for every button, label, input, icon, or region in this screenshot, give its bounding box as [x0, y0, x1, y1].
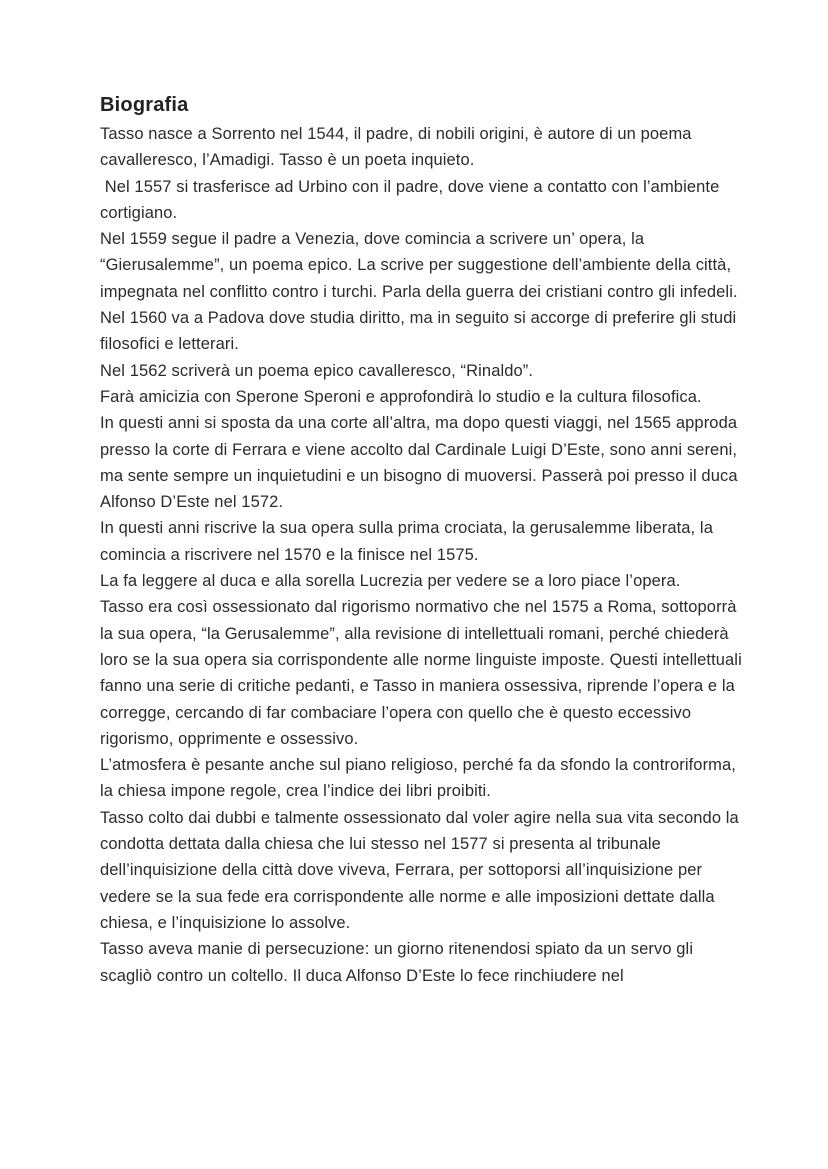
paragraph-2: Nel 1557 si trasferisce ad Urbino con il padre, dove viene a contatto con l’ambiente cortigiano. [100, 177, 725, 222]
paragraph-4: Nel 1560 va a Padova dove studia diritto, ma in seguito si accorge di preferire gli studi filosofici e letterari. [100, 309, 741, 354]
paragraph-11: L’atmosfera è pesante anche sul piano religioso, perché fa da sfondo la controriforma, la chiesa impone regole, crea l’indice dei libri proibiti. [100, 756, 741, 801]
paragraph-3: Nel 1559 segue il padre a Venezia, dove comincia a scrivere un’ opera, la “Gierusalemme”, un poema epico. La scrive per suggestione dell’ambiente della città, impegnata nel conflitto contro i turchi. Parla della guerra dei cristiani contro gli infedeli. [100, 230, 738, 301]
paragraph-1: Tasso nasce a Sorrento nel 1544, il padre, di nobili origini, è autore di un poema cavalleresco, l’Amadigi. Tasso è un poeta inquieto. [100, 125, 697, 170]
paragraph-13: Tasso aveva manie di persecuzione: un giorno ritenendosi spiato da un servo gli scagliò contro un coltello. Il duca Alfonso D’Este lo fece rinchiudere nel [100, 940, 698, 985]
paragraph-6: Farà amicizia con Sperone Speroni e approfondirà lo studio e la cultura filosofica. [100, 387, 702, 406]
paragraph-9: La fa leggere al duca e alla sorella Lucrezia per vedere se a loro piace l’opera. [100, 572, 681, 591]
paragraph-7: In questi anni si sposta da una corte all’altra, ma dopo questi viaggi, nel 1565 approda presso la corte di Ferrara e viene accolto dal Cardinale Luigi D’Este, sono anni sereni, ma sente sempre un inquietudini e un bisogno di muoversi. Passerà poi presso il duca Alfonso D’Este nel 1572. [100, 414, 742, 512]
paragraph-10: Tasso era così ossessionato dal rigorismo normativo che nel 1575 a Roma, sottoporrà la sua opera, “la Gerusalemme”, alla revisione di intellettuali romani, perché chiederà loro se la sua opera sia corrispondente alle norme linguiste imposte. Questi intellettuali fanno una serie di critiche pedanti, e Tasso in maniera ossessiva, riprende l’opera e la corregge, cercando di far combaciare l’opera con quello che è questo eccessivo rigorismo, opprimente e ossessivo. [100, 598, 747, 748]
document-content [100, 92, 745, 989]
paragraph-12: Tasso colto dai dubbi e talmente ossessionato dal voler agire nella sua vita secondo la condotta dettata dalla chiesa che lui stesso nel 1577 si presenta al tribunale dell’inquisizione della città dove viveva, Ferrara, per sottoporsi all’inquisizione per vedere se la sua fede era corrispondente alle norme e alle imposizioni dettate dalla chiesa, e l’inquisizione lo assolve. [100, 808, 744, 932]
paragraph-8: In questi anni riscrive la sua opera sulla prima crociata, la gerusalemme liberata, la comincia a riscrivere nel 1570 e la finisce nel 1575. [100, 519, 718, 564]
page-title: Biografia [100, 94, 189, 116]
paragraph-5: Nel 1562 scriverà un poema epico cavalleresco, “Rinaldo”. [100, 361, 534, 380]
